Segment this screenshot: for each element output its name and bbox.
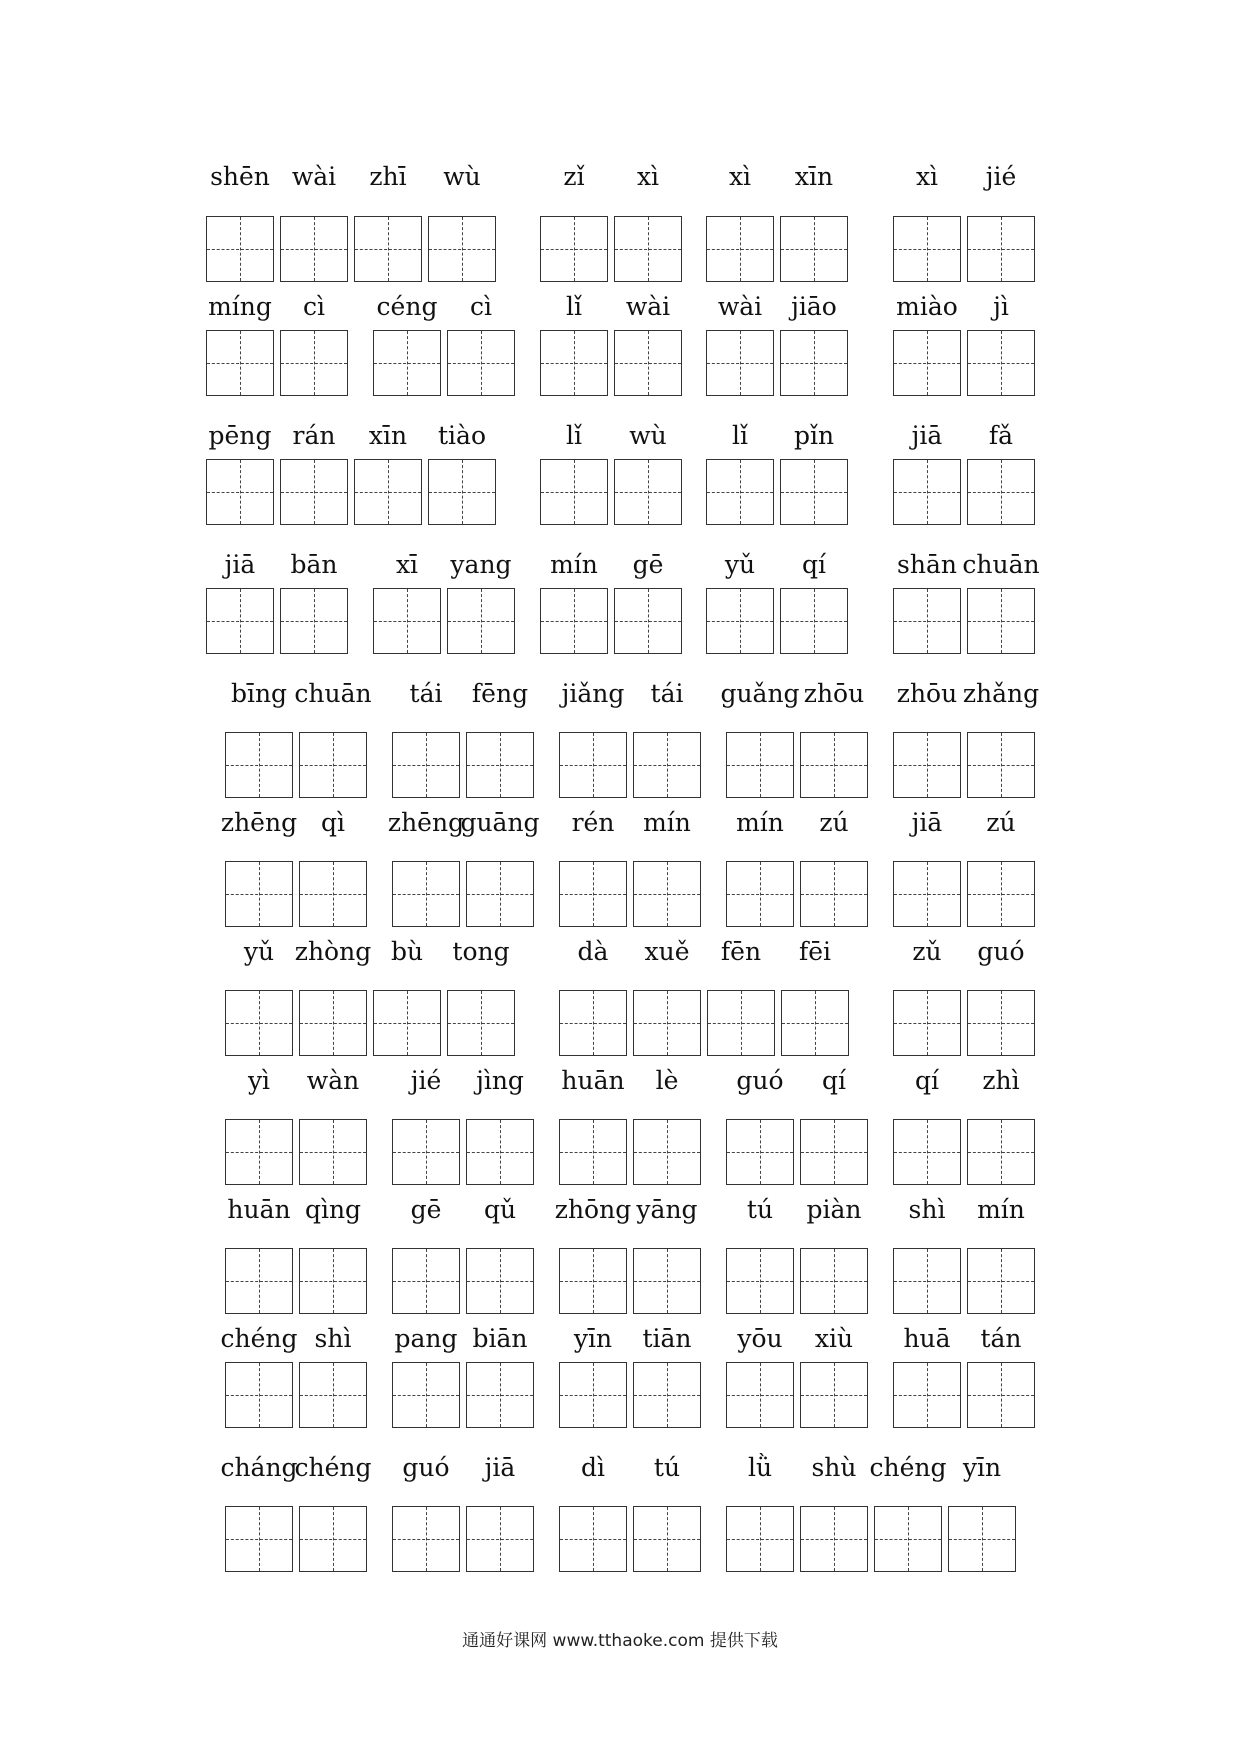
pinyin-label: jié [410, 1066, 442, 1095]
writing-cell[interactable] [893, 459, 961, 525]
pinyin-label: zhēng [220, 808, 298, 837]
writing-cell[interactable] [874, 1506, 942, 1572]
writing-cell[interactable] [225, 1119, 293, 1185]
pinyin-label: zǔ [912, 937, 942, 966]
pinyin-label: mín [550, 550, 598, 579]
writing-cell[interactable] [633, 990, 701, 1056]
writing-cell[interactable] [392, 732, 460, 798]
pinyin-label: guó [977, 937, 1025, 966]
pinyin-label: tán [980, 1324, 1022, 1353]
writing-cell[interactable] [206, 330, 274, 396]
pinyin-label: wù [629, 421, 667, 450]
pinyin-label: fēi [798, 937, 832, 966]
pinyin-label: shēn [210, 162, 270, 191]
pinyin-label: shān [897, 550, 957, 579]
writing-cell[interactable] [780, 588, 848, 654]
writing-cell[interactable] [706, 459, 774, 525]
pinyin-label: jiā [224, 550, 256, 579]
pinyin-label: lǐ [732, 421, 748, 450]
writing-cell[interactable] [706, 330, 774, 396]
writing-cell[interactable] [373, 330, 441, 396]
writing-cell[interactable] [206, 459, 274, 525]
writing-cell[interactable] [614, 459, 682, 525]
pinyin-label: qìng [304, 1195, 362, 1224]
pinyin-label: míng [208, 292, 272, 321]
writing-cell[interactable] [780, 216, 848, 282]
pinyin-label: piàn [806, 1195, 862, 1224]
pinyin-label: xì [636, 162, 660, 191]
pinyin-label: tong [452, 937, 510, 966]
writing-cell[interactable] [540, 216, 608, 282]
writing-cell[interactable] [893, 861, 961, 927]
pinyin-label: lǐ [566, 292, 582, 321]
writing-cell[interactable] [299, 1506, 367, 1572]
pinyin-label: yǔ [243, 937, 275, 966]
writing-cell[interactable] [225, 861, 293, 927]
writing-cell[interactable] [280, 216, 348, 282]
pinyin-label: wài [625, 292, 671, 321]
writing-cell[interactable] [633, 1248, 701, 1314]
writing-cell[interactable] [559, 990, 627, 1056]
pinyin-label: mín [736, 808, 784, 837]
pinyin-label: zhōng [554, 1195, 632, 1224]
pinyin-label: xì [728, 162, 752, 191]
pinyin-label: tiān [642, 1324, 692, 1353]
writing-cell[interactable] [206, 588, 274, 654]
writing-cell[interactable] [800, 1362, 868, 1428]
pinyin-label: pang [394, 1324, 458, 1353]
writing-cell[interactable] [559, 1119, 627, 1185]
pinyin-label: chéng [869, 1453, 947, 1482]
pinyin-label: huān [227, 1195, 291, 1224]
pinyin-label: qì [321, 808, 345, 837]
writing-cell[interactable] [466, 1248, 534, 1314]
pinyin-label: xiù [814, 1324, 854, 1353]
pinyin-label: lǜ [747, 1453, 773, 1482]
writing-cell[interactable] [633, 1506, 701, 1572]
writing-cell[interactable] [373, 990, 441, 1056]
writing-cell[interactable] [466, 1506, 534, 1572]
pinyin-label: xuě [644, 937, 690, 966]
writing-cell[interactable] [614, 588, 682, 654]
writing-cell[interactable] [466, 1119, 534, 1185]
writing-cell[interactable] [299, 990, 367, 1056]
pinyin-label: chéng [220, 1324, 298, 1353]
writing-cell[interactable] [893, 1362, 961, 1428]
pinyin-label: jìng [476, 1066, 524, 1095]
writing-cell[interactable] [280, 330, 348, 396]
writing-cell[interactable] [893, 588, 961, 654]
writing-cell[interactable] [428, 216, 496, 282]
pinyin-label: fēng [471, 679, 529, 708]
writing-cell[interactable] [392, 1248, 460, 1314]
writing-cell[interactable] [614, 330, 682, 396]
pinyin-label: tiào [438, 421, 486, 450]
writing-cell[interactable] [633, 1119, 701, 1185]
pinyin-label: huā [903, 1324, 951, 1353]
pinyin-label: guǎng [720, 679, 800, 708]
writing-cell[interactable] [893, 990, 961, 1056]
writing-cell[interactable] [225, 1362, 293, 1428]
writing-cell[interactable] [726, 1506, 794, 1572]
writing-cell[interactable] [893, 330, 961, 396]
pinyin-label: rén [571, 808, 615, 837]
writing-cell[interactable] [967, 1362, 1035, 1428]
writing-cell[interactable] [967, 216, 1035, 282]
writing-cell[interactable] [447, 990, 515, 1056]
pinyin-label: zhòng [294, 937, 372, 966]
writing-cell[interactable] [299, 861, 367, 927]
pinyin-label: tú [653, 1453, 681, 1482]
pinyin-label: zhēng [387, 808, 465, 837]
pinyin-label: shù [811, 1453, 857, 1482]
writing-cell[interactable] [540, 459, 608, 525]
writing-cell[interactable] [967, 1119, 1035, 1185]
writing-cell[interactable] [800, 1119, 868, 1185]
writing-cell[interactable] [280, 588, 348, 654]
pinyin-label: yīn [573, 1324, 613, 1353]
pinyin-label: guó [736, 1066, 784, 1095]
pinyin-label: gē [632, 550, 664, 579]
pinyin-label: zú [819, 808, 849, 837]
writing-cell[interactable] [948, 1506, 1016, 1572]
writing-cell[interactable] [726, 732, 794, 798]
pinyin-label: mín [643, 808, 691, 837]
pinyin-label: jiā [911, 421, 943, 450]
pinyin-label: zú [986, 808, 1016, 837]
pinyin-label: miào [896, 292, 958, 321]
writing-cell[interactable] [392, 861, 460, 927]
pinyin-label: xīn [794, 162, 834, 191]
pinyin-label: tái [650, 679, 684, 708]
writing-cell[interactable] [967, 1248, 1035, 1314]
writing-cell[interactable] [392, 1119, 460, 1185]
pinyin-label: pēng [208, 421, 272, 450]
writing-cell[interactable] [967, 732, 1035, 798]
pinyin-label: zhǎng [962, 679, 1040, 708]
writing-cell[interactable] [967, 330, 1035, 396]
pinyin-label: yīn [962, 1453, 1002, 1482]
writing-cell[interactable] [800, 732, 868, 798]
pinyin-label: tú [746, 1195, 774, 1224]
pinyin-label: fǎ [988, 421, 1014, 450]
writing-cell[interactable] [428, 459, 496, 525]
writing-cell[interactable] [800, 1506, 868, 1572]
pinyin-label: wài [717, 292, 763, 321]
writing-cell[interactable] [707, 990, 775, 1056]
writing-cell[interactable] [780, 459, 848, 525]
pinyin-label: chéng [294, 1453, 372, 1482]
pinyin-label: jiā [484, 1453, 516, 1482]
pinyin-label: yì [247, 1066, 271, 1095]
pinyin-label: biān [472, 1324, 528, 1353]
pinyin-label: shì [314, 1324, 352, 1353]
pinyin-label: jiāo [791, 292, 837, 321]
writing-cell[interactable] [633, 732, 701, 798]
writing-cell[interactable] [967, 990, 1035, 1056]
writing-cell[interactable] [780, 330, 848, 396]
writing-cell[interactable] [893, 216, 961, 282]
pinyin-label: jié [985, 162, 1017, 191]
writing-cell[interactable] [447, 588, 515, 654]
pinyin-label: wù [443, 162, 481, 191]
writing-cell[interactable] [893, 1248, 961, 1314]
writing-cell[interactable] [225, 1506, 293, 1572]
pinyin-label: yang [450, 550, 512, 579]
writing-cell[interactable] [726, 1119, 794, 1185]
writing-cell[interactable] [893, 732, 961, 798]
writing-cell[interactable] [781, 990, 849, 1056]
pinyin-label: qí [802, 550, 826, 579]
writing-cell[interactable] [967, 861, 1035, 927]
pinyin-label: xī [395, 550, 419, 579]
writing-cell[interactable] [559, 1362, 627, 1428]
footer-text: 通通好课网 www.tthaoke.com 提供下载 [462, 1631, 778, 1651]
writing-cell[interactable] [633, 1362, 701, 1428]
pinyin-label: shì [908, 1195, 946, 1224]
pinyin-label: guó [402, 1453, 450, 1482]
writing-cell[interactable] [800, 1248, 868, 1314]
pinyin-label: jiǎng [561, 679, 625, 708]
writing-cell[interactable] [466, 861, 534, 927]
pinyin-label: rán [292, 421, 336, 450]
writing-cell[interactable] [726, 1248, 794, 1314]
writing-cell[interactable] [392, 1506, 460, 1572]
pinyin-label: cháng [220, 1453, 298, 1482]
writing-cell[interactable] [354, 459, 422, 525]
writing-cell[interactable] [726, 861, 794, 927]
pinyin-label: céng [376, 292, 438, 321]
pinyin-label: zhōu [896, 679, 958, 708]
pinyin-label: tái [409, 679, 443, 708]
pinyin-label: huān [561, 1066, 625, 1095]
writing-cell[interactable] [299, 732, 367, 798]
writing-cell[interactable] [225, 732, 293, 798]
writing-cell[interactable] [225, 1248, 293, 1314]
pinyin-label: yāng [636, 1195, 698, 1224]
writing-cell[interactable] [633, 861, 701, 927]
pinyin-label: guāng [460, 808, 540, 837]
writing-cell[interactable] [354, 216, 422, 282]
pinyin-label: chuān [962, 550, 1040, 579]
pinyin-label: yōu [737, 1324, 783, 1353]
writing-cell[interactable] [967, 588, 1035, 654]
pinyin-label: xīn [368, 421, 408, 450]
writing-cell[interactable] [206, 216, 274, 282]
pinyin-label: qǔ [483, 1195, 517, 1224]
writing-cell[interactable] [614, 216, 682, 282]
writing-cell[interactable] [280, 459, 348, 525]
pinyin-label: zǐ [563, 162, 585, 191]
pinyin-label: chuān [294, 679, 372, 708]
pinyin-label: wài [291, 162, 337, 191]
writing-cell[interactable] [706, 216, 774, 282]
pinyin-label: bīng [230, 679, 288, 708]
writing-cell[interactable] [967, 459, 1035, 525]
writing-cell[interactable] [225, 990, 293, 1056]
writing-cell[interactable] [559, 1506, 627, 1572]
pinyin-label: jì [993, 292, 1009, 321]
pinyin-label: dì [581, 1453, 605, 1482]
writing-cell[interactable] [800, 861, 868, 927]
writing-cell[interactable] [726, 1362, 794, 1428]
writing-cell[interactable] [559, 1248, 627, 1314]
pinyin-label: zhī [369, 162, 407, 191]
pinyin-label: yǔ [724, 550, 756, 579]
pinyin-label: bù [390, 937, 424, 966]
pinyin-label: lǐ [566, 421, 582, 450]
pinyin-label: jiā [911, 808, 943, 837]
pinyin-label: lè [655, 1066, 679, 1095]
writing-cell[interactable] [540, 330, 608, 396]
writing-cell[interactable] [447, 330, 515, 396]
writing-cell[interactable] [706, 588, 774, 654]
pinyin-label: zhōu [803, 679, 865, 708]
writing-cell[interactable] [299, 1119, 367, 1185]
pinyin-label: gē [410, 1195, 442, 1224]
pinyin-label: bān [290, 550, 338, 579]
writing-cell[interactable] [559, 732, 627, 798]
pinyin-label: xì [915, 162, 939, 191]
writing-cell[interactable] [893, 1119, 961, 1185]
pinyin-label: zhì [982, 1066, 1020, 1095]
writing-cell[interactable] [392, 1362, 460, 1428]
pinyin-label: wàn [306, 1066, 360, 1095]
pinyin-label: cì [303, 292, 325, 321]
writing-cell[interactable] [299, 1248, 367, 1314]
pinyin-label: pǐn [793, 421, 835, 450]
pinyin-label: qí [822, 1066, 846, 1095]
writing-cell[interactable] [466, 1362, 534, 1428]
pinyin-label: qí [915, 1066, 939, 1095]
writing-cell[interactable] [373, 588, 441, 654]
pinyin-label: fēn [720, 937, 762, 966]
writing-cell[interactable] [299, 1362, 367, 1428]
writing-cell[interactable] [559, 861, 627, 927]
writing-cell[interactable] [540, 588, 608, 654]
writing-cell[interactable] [466, 732, 534, 798]
pinyin-label: mín [977, 1195, 1025, 1224]
pinyin-label: dà [577, 937, 609, 966]
pinyin-label: cì [470, 292, 492, 321]
